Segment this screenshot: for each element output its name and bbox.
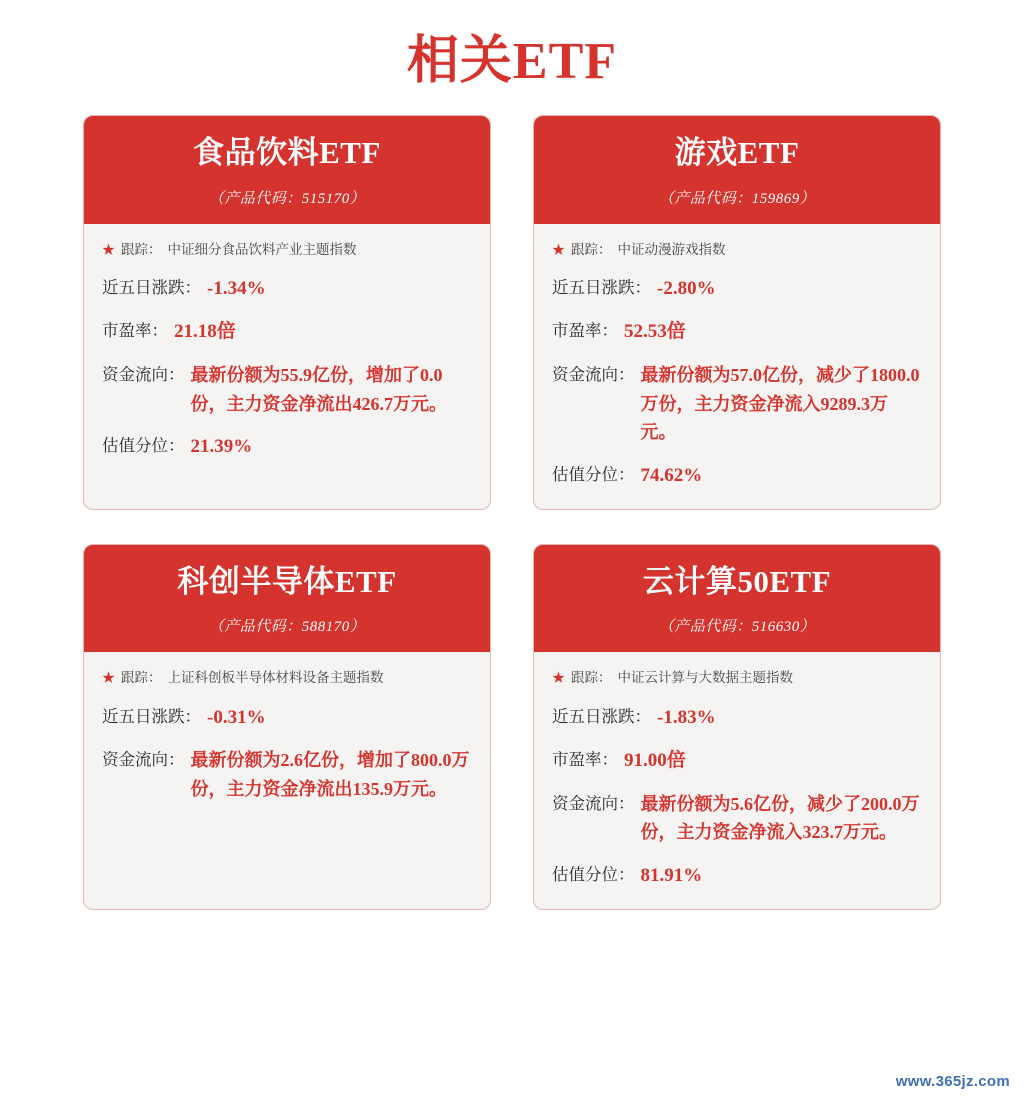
etf-card-body — [534, 224, 940, 509]
etf-flow-label: 资金流向： — [552, 364, 635, 384]
etf-five-day-change — [102, 703, 472, 732]
etf-track-value: 中证细分食品饮料产业主题指数 — [167, 241, 357, 257]
etf-code-prefix: （产品代码： — [208, 619, 302, 636]
etf-pe-ratio — [102, 317, 472, 346]
etf-name: 食品饮料ETF — [193, 135, 381, 170]
etf-valuation-label: 估值分位： — [552, 465, 635, 485]
etf-code-value: 516630 — [751, 619, 800, 636]
etf-five-day-change — [552, 703, 922, 732]
etf-card[interactable] — [533, 544, 941, 910]
etf-track-row — [552, 240, 922, 260]
etf-five-day-change — [102, 274, 472, 303]
etf-card-header — [534, 545, 940, 653]
etf-pe-value: 52.53倍 — [624, 321, 686, 343]
etf-flow-label: 资金流向： — [102, 364, 185, 384]
etf-code-value: 588170 — [301, 619, 350, 636]
etf-five-day-value: -1.83% — [657, 706, 716, 728]
etf-card[interactable] — [83, 115, 491, 510]
etf-code-suffix: ） — [349, 190, 366, 207]
etf-track-row — [102, 240, 472, 260]
etf-code — [544, 187, 930, 208]
etf-name: 科创半导体ETF — [177, 563, 397, 599]
etf-pe-label: 市盈率： — [102, 321, 168, 341]
etf-name: 游戏ETF — [674, 135, 800, 170]
etf-card-header — [84, 116, 490, 224]
star-icon: ★ — [102, 241, 116, 257]
etf-track-label: 跟踪： — [571, 670, 612, 686]
etf-code — [94, 187, 480, 208]
star-icon: ★ — [552, 241, 566, 257]
etf-card-header — [84, 545, 490, 653]
etf-valuation-percentile — [552, 861, 922, 890]
etf-flow-label: 资金流向： — [552, 793, 635, 813]
etf-flow-value: 最新份额为55.9亿份，增加了0.0份，主力资金净流出426.7万元。 — [190, 364, 447, 414]
etf-flow-label: 资金流向： — [102, 750, 185, 770]
etf-code-value: 159869 — [751, 190, 800, 207]
etf-code-suffix: ） — [349, 619, 366, 636]
star-icon: ★ — [102, 670, 116, 686]
etf-flow-value: 最新份额为57.0亿份，减少了1800.0万份，主力资金净流入9289.3万元。 — [640, 364, 920, 443]
etf-card-body — [84, 224, 490, 509]
etf-fund-flow — [102, 361, 472, 419]
etf-code-prefix: （产品代码： — [208, 190, 302, 207]
etf-pe-value: 91.00倍 — [624, 750, 686, 772]
etf-track-row — [552, 668, 922, 688]
etf-card-grid — [0, 115, 1024, 910]
etf-card[interactable] — [83, 544, 491, 910]
etf-pe-ratio — [552, 746, 922, 775]
etf-code-prefix: （产品代码： — [658, 619, 752, 636]
etf-fund-flow — [552, 790, 922, 848]
site-watermark: www.365jz.com — [895, 1073, 1010, 1090]
etf-pe-ratio — [552, 317, 922, 346]
etf-card-body — [84, 652, 490, 908]
etf-card-body — [534, 652, 940, 908]
etf-fund-flow — [552, 361, 922, 447]
etf-code — [544, 615, 930, 636]
etf-code-prefix: （产品代码： — [658, 190, 752, 207]
etf-five-day-value: -1.34% — [207, 278, 266, 299]
etf-valuation-value: 74.62% — [640, 465, 703, 487]
etf-track-value: 中证动漫游戏指数 — [617, 241, 726, 257]
etf-fund-flow — [102, 746, 472, 804]
etf-track-label: 跟踪： — [121, 241, 162, 257]
etf-code-value: 515170 — [301, 190, 350, 207]
etf-five-day-change — [552, 274, 922, 303]
etf-track-value: 上证科创板半导体材料设备主题指数 — [167, 670, 384, 686]
etf-five-day-value: -2.80% — [657, 278, 716, 299]
etf-track-label: 跟踪： — [571, 241, 612, 257]
etf-pe-label: 市盈率： — [552, 750, 618, 770]
etf-five-day-value: -0.31% — [207, 706, 266, 728]
etf-five-day-label: 近五日涨跌： — [102, 706, 201, 726]
etf-track-row — [102, 668, 472, 688]
etf-card-header — [534, 116, 940, 224]
etf-flow-value: 最新份额为2.6亿份，增加了800.0万份，主力资金净流出135.9万元。 — [190, 750, 470, 799]
etf-card[interactable] — [533, 115, 941, 510]
etf-pe-value: 21.18倍 — [174, 321, 236, 343]
etf-name: 云计算50ETF — [642, 563, 832, 599]
etf-valuation-percentile — [552, 461, 922, 490]
etf-five-day-label: 近五日涨跌： — [552, 278, 651, 297]
etf-valuation-value: 81.91% — [640, 865, 703, 887]
etf-valuation-label: 估值分位： — [102, 436, 185, 456]
etf-five-day-label: 近五日涨跌： — [102, 278, 201, 297]
etf-code-suffix: ） — [799, 190, 816, 207]
etf-flow-value: 最新份额为5.6亿份，减少了200.0万份，主力资金净流入323.7万元。 — [640, 793, 920, 843]
etf-track-value: 中证云计算与大数据主题指数 — [617, 670, 794, 686]
etf-pe-label: 市盈率： — [552, 321, 618, 341]
etf-code — [94, 615, 480, 636]
star-icon: ★ — [552, 670, 566, 686]
etf-valuation-label: 估值分位： — [552, 865, 635, 885]
etf-track-label: 跟踪： — [121, 670, 162, 686]
page-title: 相关ETF — [406, 33, 618, 90]
etf-valuation-value: 21.39% — [190, 436, 253, 458]
etf-valuation-percentile — [102, 432, 472, 461]
etf-code-suffix: ） — [799, 619, 816, 636]
etf-five-day-label: 近五日涨跌： — [552, 706, 651, 726]
